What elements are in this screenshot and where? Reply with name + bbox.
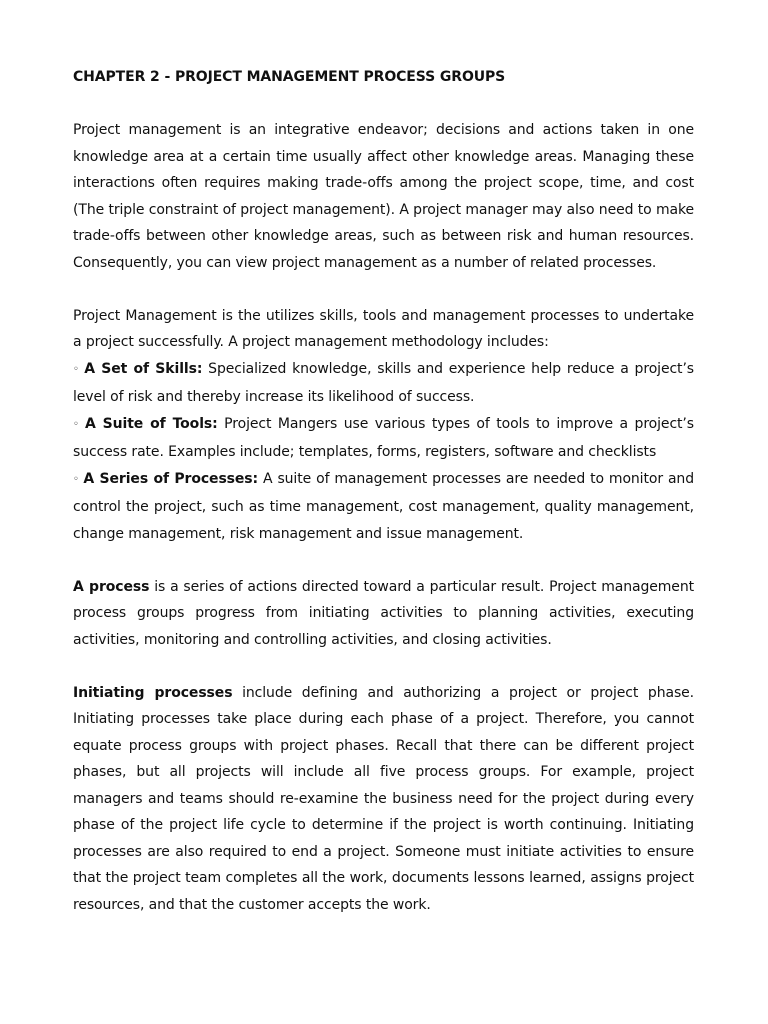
paragraph-initiating-processes: [73, 680, 694, 919]
bullet-title: A Suite of Tools:: [84, 415, 218, 432]
paragraph-a-process-text: is a series of actions directed toward a particular result. Project management process groups progress from initiating activities to planning activities, executing activities, monitoring and controlling activities, and closing activities.: [73, 578, 694, 648]
document-page: [73, 63, 694, 918]
paragraph-a-process: [73, 574, 694, 654]
paragraph-integrative: Project management is an integrative endeavor; decisions and actions taken in one knowledge area at a certain time usually affect other knowledge areas. Managing these interactions often requires making trade-offs among the project scope, time, and cost (The triple constraint of project management). A project manager may also need to make trade-offs between other knowledge areas, such as between risk and human resources. Consequently, you can view project management as a number of related processes.: [73, 122, 694, 271]
term-a-process: A process: [73, 578, 150, 595]
bullet-mark: ◦: [73, 363, 81, 375]
paragraph-methodology-intro: Project Management is the utilizes skills, tools and management processes to undertake a project successfully. A project management methodology includes:: [73, 307, 694, 350]
paragraph-initiating-text: include defining and authorizing a project or project phase. Initiating processes take place during each phase of a project. Therefore, you cannot equate process groups with project phases. Recall that there can be different project phases, but all projects will include all five process groups. For example, project managers and teams should re-examine the business need for the project during every phase of the project life cycle to determine if the project is worth continuing. Initiating processes are also required to end a project. Someone must initiate activities to ensure that the project team completes all the work, documents lessons learned, assigns project resources, and that the customer accepts the work.: [73, 684, 695, 913]
bullet-text: Specialized knowledge, skills and experience help reduce a project’s level of risk and thereby increase its likelihood of success.: [73, 360, 694, 405]
bullet-title: A Set of Skills:: [84, 360, 203, 377]
bullet-series-of-processes: [73, 466, 694, 548]
bullet-mark: ◦: [73, 418, 81, 430]
bullet-title: A Series of Processes:: [83, 470, 259, 487]
term-initiating-processes: Initiating processes: [73, 684, 233, 701]
bullet-set-of-skills: [73, 356, 694, 411]
bullet-text: Project Mangers use various types of tools to improve a project’s success rate. Examples include; templates, forms, registers, software and checklists: [73, 415, 694, 460]
chapter-heading: CHAPTER 2 - PROJECT MANAGEMENT PROCESS GROUPS: [73, 69, 506, 85]
bullet-mark: ◦: [73, 473, 80, 485]
bullet-suite-of-tools: [73, 411, 694, 466]
bullet-text: A suite of management processes are needed to monitor and control the project, such as time management, cost management, quality management, change management, risk management and issue management.: [73, 470, 694, 542]
